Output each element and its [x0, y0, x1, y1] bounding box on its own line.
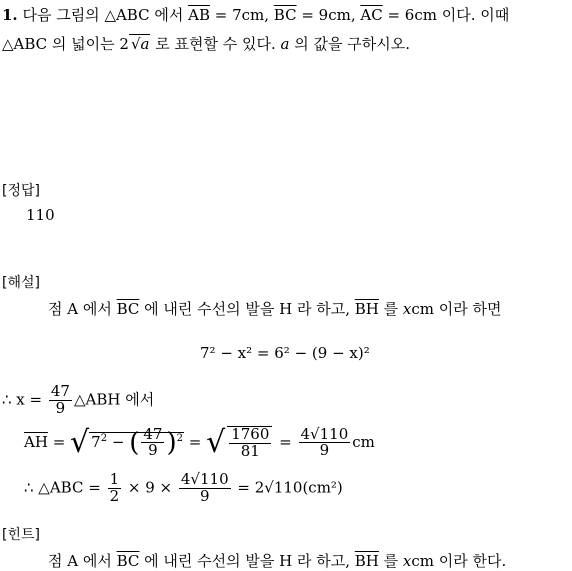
fraction: [299, 424, 351, 460]
var-a: a: [140, 35, 150, 53]
denominator: 9: [148, 441, 158, 460]
eq-text: × 9 ×: [123, 478, 177, 497]
var-x: x: [402, 300, 412, 318]
explanation-line-1: [48, 298, 502, 319]
eq-text: ∴ x =: [2, 390, 47, 409]
explanation-text: 에 내린 수선의 발을 H 라 하고,: [139, 300, 355, 318]
segment-ah: $\overline{AH}$: [24, 432, 48, 451]
equation-3: $\overline{AH}$ = √ $7^2$ − ( $\frac{47}{9}$ )$^2$ = √ $\frac{1760}{81}$ = $\frac{4√110}{9}$ cm: [24, 424, 375, 460]
sqrt-sign: √: [206, 424, 226, 460]
answer-value: 110: [26, 206, 55, 224]
var-a: a: [280, 35, 290, 53]
numerator: 47: [143, 424, 163, 443]
fraction: [108, 472, 122, 505]
explanation-text: cm 이라 하면: [411, 300, 502, 318]
problem-text: = 7cm,: [209, 6, 274, 24]
equation-2: [2, 384, 154, 417]
denominator: 2: [109, 486, 120, 505]
fraction: [227, 426, 272, 460]
var-x: x: [402, 552, 412, 570]
denominator: 9: [319, 441, 330, 460]
fraction: [141, 424, 164, 460]
hint-text: 에 내린 수선의 발을 H 라 하고,: [139, 552, 355, 570]
denominator: 9: [199, 486, 210, 505]
unit: cm: [352, 432, 375, 451]
numerator: 47: [50, 382, 70, 400]
eq-text: ∴ △ABC =: [24, 478, 106, 497]
paren: ): [166, 427, 177, 458]
segment-bc: $\overline{BC}$: [273, 6, 297, 24]
segment-bc: $\overline{BC}$: [116, 300, 140, 318]
denominator: 9: [55, 398, 66, 417]
problem-line-2: [2, 33, 410, 54]
segment-ac: $\overline{AC}$: [360, 6, 383, 24]
problem-number: 1.: [2, 6, 18, 24]
problem-text: △ABC 의 넓이는 2: [2, 35, 129, 53]
equation-1: 7² − x² = 6² − (9 − x)²: [200, 344, 370, 362]
sqrt-sign: √: [70, 424, 90, 460]
denominator: 81: [240, 441, 260, 460]
problem-text: = 9cm,: [296, 6, 361, 24]
eq-text: △ABH 에서: [73, 390, 155, 409]
explanation-text: 를: [378, 300, 403, 318]
numerator: 1760: [231, 425, 270, 443]
hint-line-1: [48, 550, 506, 571]
hint-text: cm 이라 한다.: [411, 552, 507, 570]
paren: (: [129, 427, 140, 458]
segment-bc: $\overline{BC}$: [116, 552, 140, 570]
problem-text: 의 값을 구하시오.: [289, 35, 410, 53]
numerator: 4√110: [300, 424, 349, 443]
problem-text: 로 표현할 수 있다.: [150, 35, 281, 53]
hint-header: [힌트]: [2, 527, 40, 543]
sqrt-a: √a: [130, 35, 150, 53]
eq-text: =: [47, 432, 71, 451]
problem-text: 다음 그림의 △ABC 에서: [22, 6, 189, 24]
problem-line-1: [2, 4, 509, 25]
segment-ab: $\overline{AB}$: [188, 6, 210, 24]
explanation-header: [해설]: [2, 275, 40, 291]
equation-4: [24, 472, 343, 505]
numerator: 1: [109, 470, 120, 488]
eq-text: = 2√110(cm²): [232, 478, 343, 497]
hint-text: 점 A 에서: [48, 552, 117, 570]
fraction: [179, 472, 231, 505]
problem-text: = 6cm 이다. 이때: [382, 6, 510, 24]
segment-bh: $\overline{BH}$: [354, 300, 379, 318]
segment-bh: $\overline{BH}$: [354, 552, 379, 570]
explanation-text: 점 A 에서: [48, 300, 117, 318]
numerator: 4√110: [180, 470, 229, 488]
answer-header: [정답]: [2, 183, 40, 199]
hint-text: 를: [378, 552, 403, 570]
sqrt-body: $7^2$ − ( $\frac{47}{9}$ )$^2$: [91, 424, 183, 460]
fraction: [49, 384, 72, 417]
